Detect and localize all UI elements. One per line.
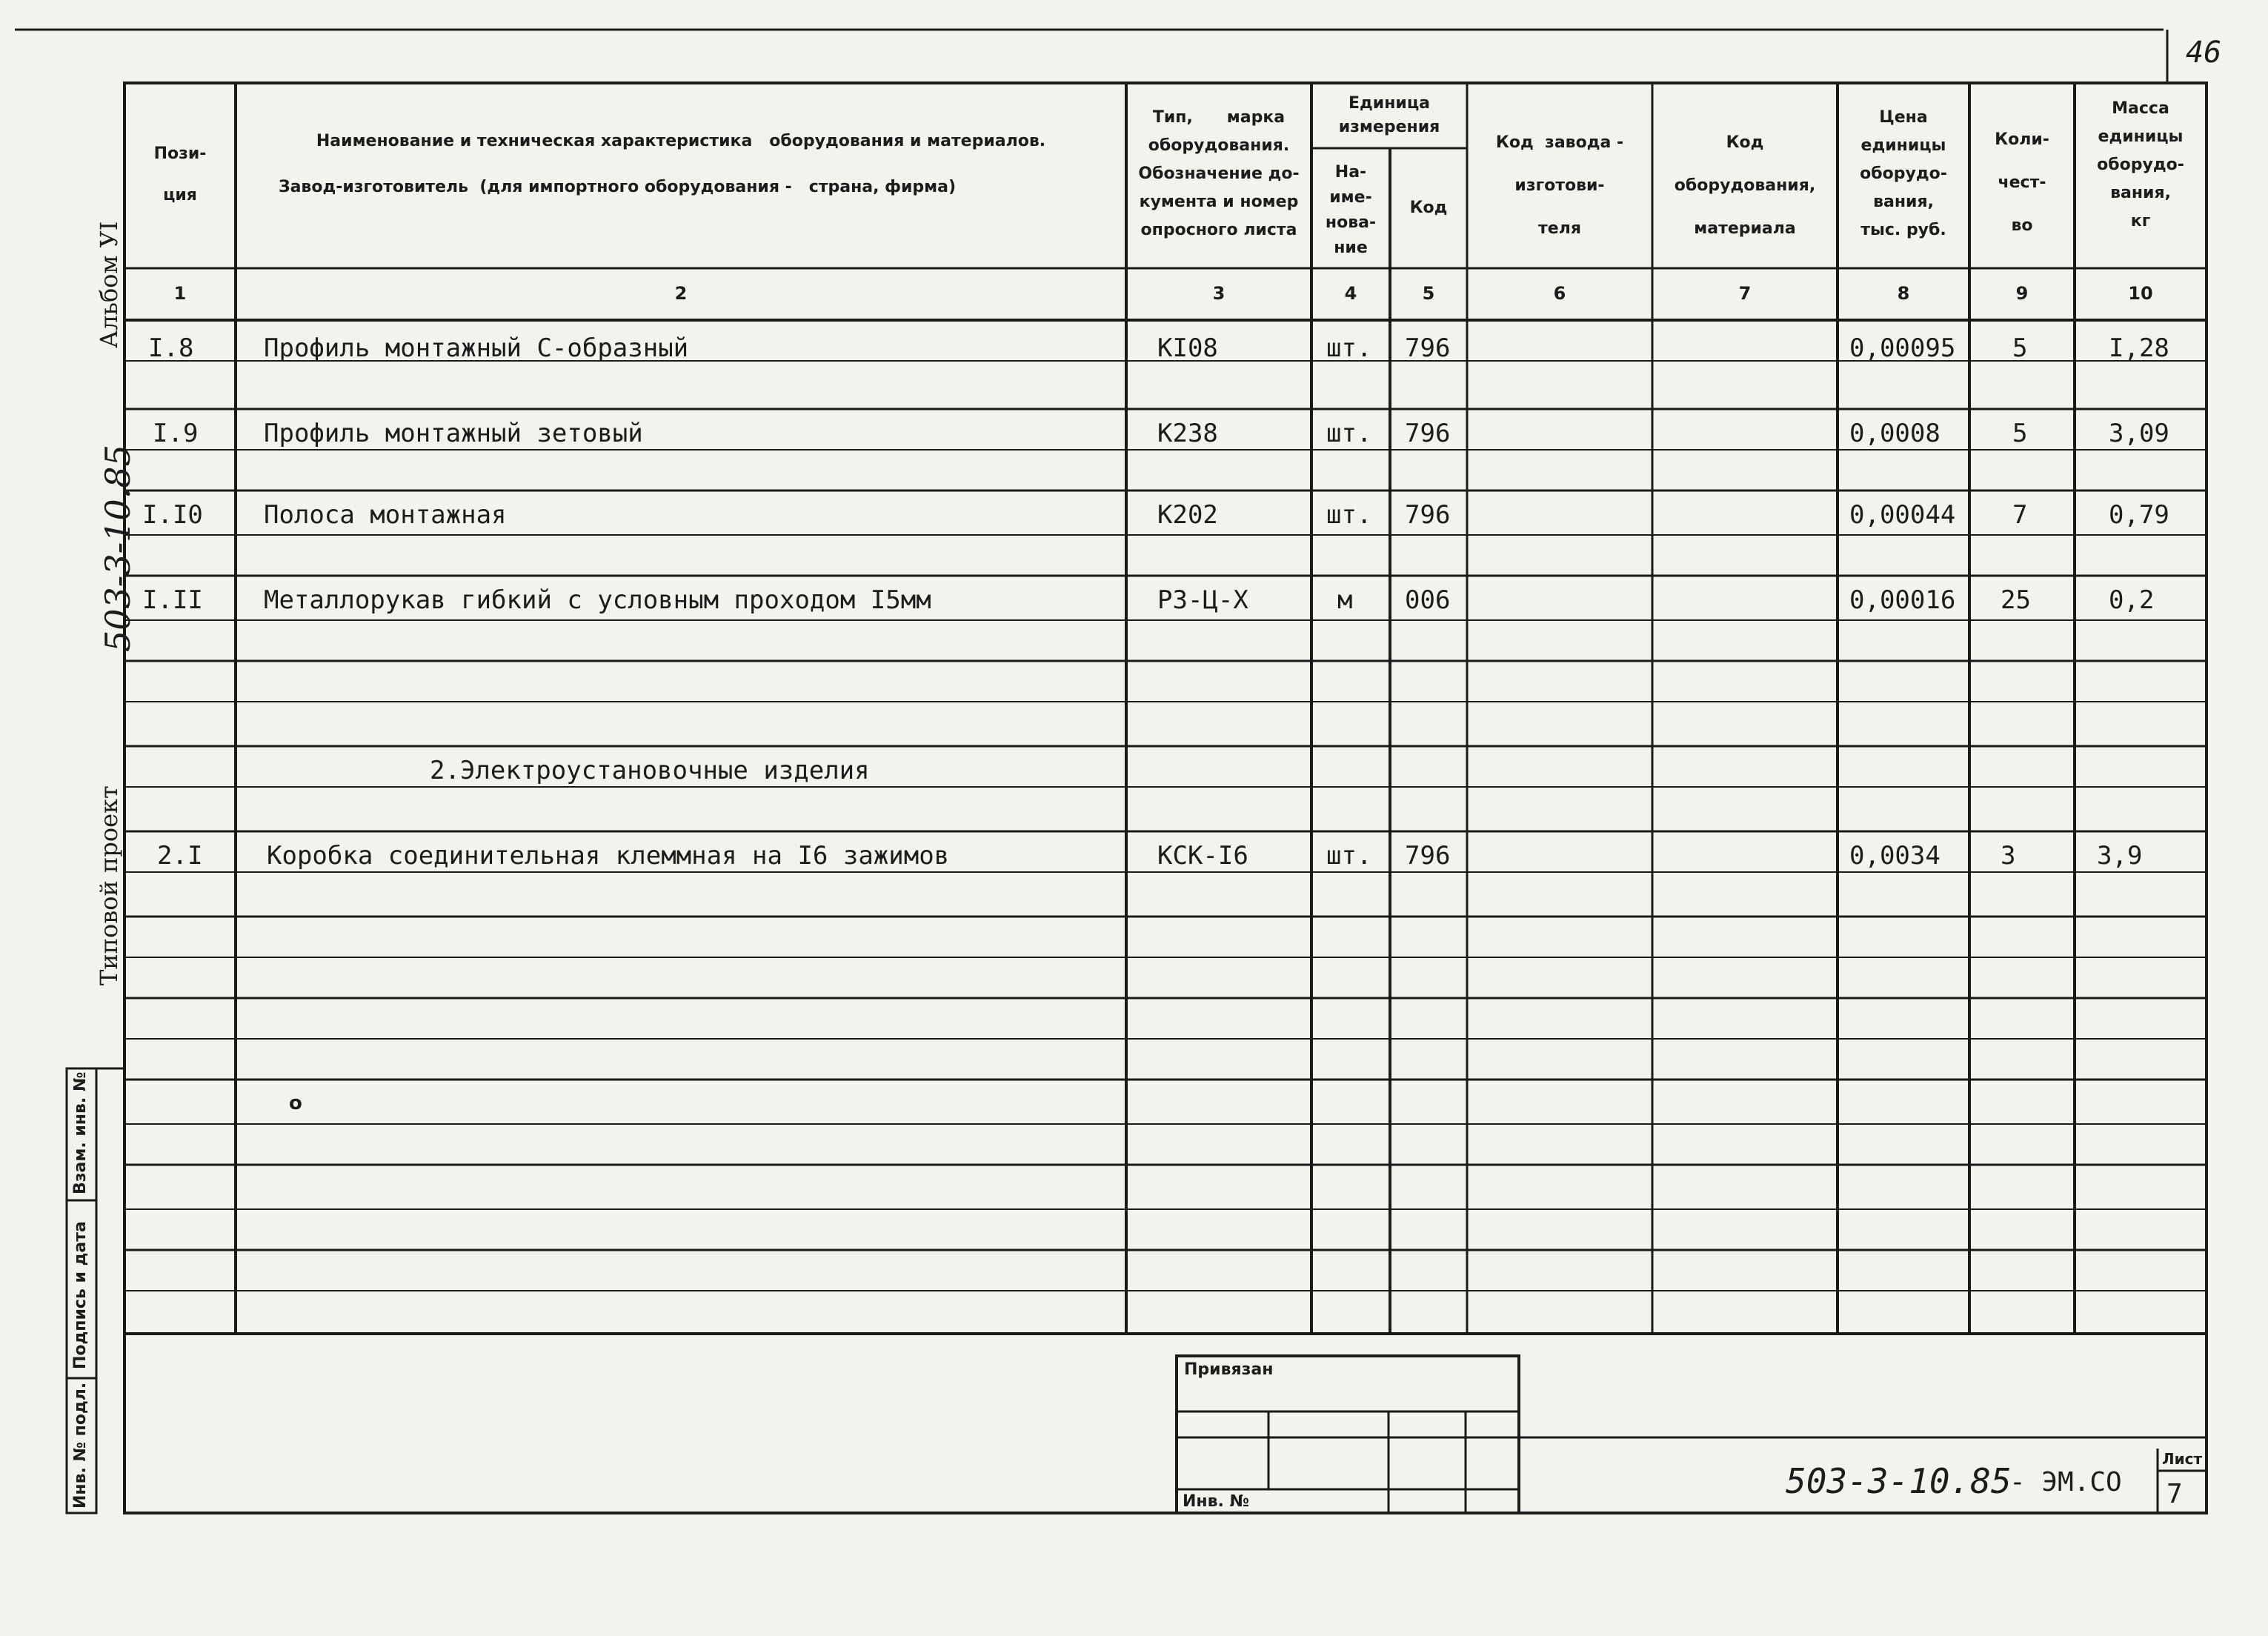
table-row-unit: шт. — [1326, 841, 1372, 871]
table-row-code: 796 — [1405, 500, 1451, 530]
album-label: Альбом УI — [95, 221, 123, 348]
table-row-price: 0,00044 — [1849, 500, 1956, 530]
header-name-line2: Завод-изготовитель (для импортного оборудования - страна, фирма) — [278, 178, 957, 196]
table-row-unit: м — [1337, 585, 1353, 615]
col-number-4: 4 — [1344, 283, 1357, 304]
document-designation: 503-3-10.85 — [1786, 1461, 2012, 1501]
table-row-code: 006 — [1405, 585, 1451, 615]
table-row-pos: I.9 — [153, 419, 199, 448]
header-type: Тип, марка оборудования. Обозначение до- кумента и номер опросного листа — [1138, 108, 1300, 239]
header-unit-code: Код — [1409, 199, 1448, 217]
table-row-name: Коробка соединительная клеммная на I6 зажимов — [267, 841, 950, 871]
header-price: Цена единицы оборудо- вания, тыс. руб. — [1860, 108, 1947, 239]
stamp-vzam-inv: Взам. инв. № — [71, 1071, 90, 1194]
table-row-mass: 3,9 — [2097, 841, 2143, 871]
col-number-2: 2 — [674, 283, 688, 304]
stamp-inv-podl: Инв. № подл. — [71, 1382, 90, 1509]
table-row-qty: 7 — [2012, 500, 2028, 530]
stray-mark: о — [289, 1092, 302, 1114]
table-row-code: 796 — [1405, 419, 1451, 448]
privyazan-label: Привязан — [1184, 1360, 1274, 1379]
header-position: Пози- ция — [153, 144, 207, 204]
header-quantity: Коли- чест- во — [1995, 130, 2049, 235]
table-row-price: 0,00095 — [1849, 333, 1956, 363]
table-row-name: Полоса монтажная — [264, 500, 507, 530]
section-title: 2.Электроустановочные изделия — [430, 756, 870, 785]
side-project-number: 503-3-10.85 — [98, 445, 138, 652]
table-row-type: Р3-Ц-Х — [1157, 585, 1248, 615]
table-row-code: 796 — [1405, 333, 1451, 363]
table-row-type: К238 — [1157, 419, 1218, 448]
col-number-1: 1 — [173, 283, 187, 304]
table-row-name: Профиль монтажный зетовый — [264, 419, 643, 448]
table-row-qty: 5 — [2012, 419, 2028, 448]
table-row-mass: I,28 — [2109, 333, 2169, 363]
table-row-price: 0,0034 — [1849, 841, 1941, 871]
table-row-code: 796 — [1405, 841, 1451, 871]
table-row-unit: шт. — [1326, 500, 1372, 530]
table-row-qty: 3 — [2001, 841, 2016, 871]
table-row-qty: 25 — [2001, 585, 2031, 615]
table-row-name: Профиль монтажный С-образный — [264, 333, 689, 363]
table-row-name: Металлорукав гибкий с условным проходом I5мм — [264, 585, 931, 615]
col-number-6: 6 — [1553, 283, 1566, 304]
header-equipment-code: Код оборудования, материала — [1674, 133, 1816, 238]
col-number-8: 8 — [1897, 283, 1910, 304]
document-suffix: - ЭМ.СО — [2009, 1467, 2122, 1497]
col-number-5: 5 — [1422, 283, 1435, 304]
col-number-9: 9 — [2015, 283, 2029, 304]
table-row-pos: I.8 — [148, 333, 194, 363]
col-number-10: 10 — [2128, 283, 2153, 304]
header-factory-code: Код завода - изготови- теля — [1495, 133, 1624, 238]
table-row-mass: 0,79 — [2109, 500, 2169, 530]
page-number: 46 — [2186, 36, 2222, 70]
sheet-number: 7 — [2166, 1479, 2183, 1509]
table-row-mass: 3,09 — [2109, 419, 2169, 448]
col-number-7: 7 — [1738, 283, 1752, 304]
stamp-signature-date: Подпись и дата — [71, 1221, 90, 1369]
table-row-type: К202 — [1157, 500, 1218, 530]
table-row-pos: I.II — [142, 585, 203, 615]
table-row-unit: шт. — [1326, 333, 1372, 363]
col-number-3: 3 — [1212, 283, 1226, 304]
table-row-price: 0,0008 — [1849, 419, 1941, 448]
table-row-price: 0,00016 — [1849, 585, 1956, 615]
table-row-unit: шт. — [1326, 419, 1372, 448]
table-row-pos: 2.I — [157, 841, 203, 871]
table-row-qty: 5 — [2012, 333, 2028, 363]
typical-project-label: Типовой проект — [95, 785, 123, 985]
table-row-mass: 0,2 — [2109, 585, 2155, 615]
header-unit-group: Единица измерения — [1338, 94, 1440, 136]
table-row-type: КСК-I6 — [1157, 841, 1248, 871]
table-row-pos: I.I0 — [142, 500, 203, 530]
header-name-line1: Наименование и техническая характеристика оборудования и материалов. — [316, 132, 1046, 150]
header-unit-name: На- име- нова- ние — [1325, 163, 1377, 257]
header-mass: Масса единицы оборудо- вания, кг — [2097, 99, 2184, 230]
inv-no-label: Инв. № — [1183, 1492, 1250, 1511]
sheet-label: Лист — [2162, 1450, 2203, 1468]
table-row-type: КI08 — [1157, 333, 1218, 363]
